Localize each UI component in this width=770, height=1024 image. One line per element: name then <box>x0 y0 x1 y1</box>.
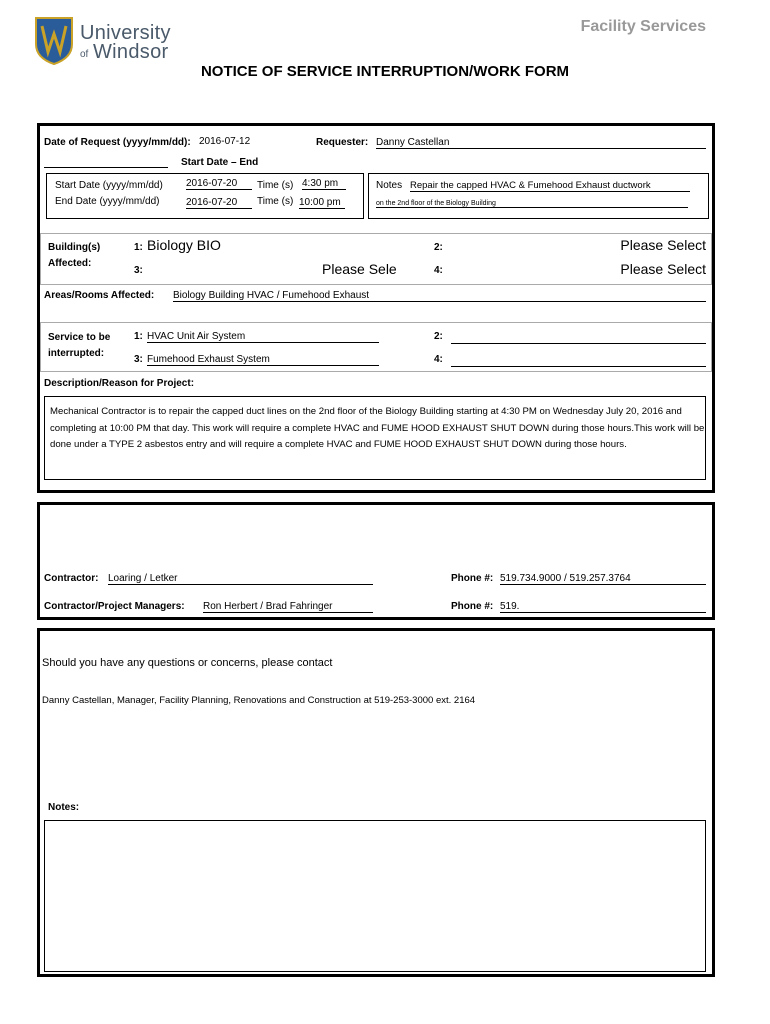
requester-label: Requester: <box>316 137 369 148</box>
start-date-label: Start Date (yyyy/mm/dd) <box>55 180 163 191</box>
building-3-number: 3: <box>134 265 143 276</box>
project-managers-label: Contractor/Project Managers: <box>44 601 185 612</box>
logo-university-text: University <box>80 22 171 44</box>
building-4-number: 4: <box>434 265 443 276</box>
university-shield-logo <box>34 16 74 66</box>
contractor-label: Contractor: <box>44 573 99 584</box>
pm-phone-label: Phone #: <box>451 601 494 612</box>
date-of-request-label: Date of Request (yyyy/mm/dd): <box>44 137 191 148</box>
description-label: Description/Reason for Project: <box>44 378 195 389</box>
service-3-value[interactable]: Fumehood Exhaust System <box>147 354 379 366</box>
buildings-box <box>40 233 712 285</box>
description-text: Mechanical Contractor is to repair the capped duct lines on the 2nd floor of the Biology Building starting at 4:30 PM on Wednesday July 20, 2016 and completing at 10:00 PM that day. This work will require a complete HVAC and FUME HOOD EXHAUST SHUT DOWN during those hours.This work will be done under a TYPE 2 asbestos entry and will require a complete HVAC and FUME HOOD EXHAUST SHUT DOWN during those hours. <box>50 406 705 450</box>
form-title: NOTICE OF SERVICE INTERRUPTION/WORK FORM <box>200 63 570 80</box>
department-name: Facility Services <box>580 18 706 35</box>
contact-person-text: Danny Castellan, Manager, Facility Planning, Renovations and Construction at 519-253-3000 ext. 2164 <box>42 695 476 706</box>
contractor-phone-value[interactable]: 519.734.9000 / 519.257.3764 <box>500 573 706 585</box>
affected-label: Affected: <box>48 258 92 269</box>
service-label: Service to be <box>48 332 111 343</box>
service-2-value[interactable] <box>451 331 706 344</box>
service-1-value[interactable]: HVAC Unit Air System <box>147 331 379 343</box>
requester-value[interactable]: Danny Castellan <box>376 137 706 149</box>
building-2-number: 2: <box>434 242 443 253</box>
pm-phone-value[interactable]: 519. <box>500 601 706 613</box>
areas-rooms-label: Areas/Rooms Affected: <box>44 290 155 301</box>
blank-line <box>44 167 168 168</box>
service-2-number: 2: <box>434 331 443 342</box>
project-managers-value[interactable]: Ron Herbert / Brad Fahringer <box>203 601 373 613</box>
building-2-select[interactable]: Please Select <box>620 237 706 253</box>
service-4-number: 4: <box>434 354 443 365</box>
start-date-value[interactable]: 2016-07-20 <box>186 178 252 190</box>
building-3-select[interactable]: Please Sele <box>322 261 397 277</box>
interrupted-label: interrupted: <box>48 348 105 359</box>
logo-of-text: of <box>80 49 89 60</box>
areas-rooms-value[interactable]: Biology Building HVAC / Fumehood Exhaust <box>173 290 706 302</box>
contractor-value[interactable]: Loaring / Letker <box>108 573 373 585</box>
logo-windsor-text: Windsor <box>93 41 169 63</box>
start-end-label: Start Date – End <box>181 157 259 168</box>
end-date-value[interactable]: 2016-07-20 <box>186 197 252 209</box>
contractor-phone-label: Phone #: <box>451 573 494 584</box>
building-1-select[interactable]: Biology BIO <box>147 237 221 253</box>
date-of-request-value[interactable]: 2016-07-12 <box>199 136 251 147</box>
end-time-value[interactable]: 10:00 pm <box>299 197 345 209</box>
notes-line-2[interactable]: on the 2nd floor of the Biology Building <box>376 200 688 208</box>
notes-textarea[interactable] <box>44 820 706 972</box>
service-4-value[interactable] <box>451 354 706 367</box>
start-time-label: Time (s) <box>257 180 294 191</box>
end-time-label: Time (s) <box>257 196 294 207</box>
buildings-label: Building(s) <box>48 242 101 253</box>
notes-label: Notes <box>376 180 403 191</box>
notes-line-1[interactable]: Repair the capped HVAC & Fumehood Exhaust ductwork <box>410 180 690 192</box>
service-1-number: 1: <box>134 331 143 342</box>
notes-section-label: Notes: <box>48 802 80 813</box>
end-date-label: End Date (yyyy/mm/dd) <box>55 196 160 207</box>
building-1-number: 1: <box>134 242 143 253</box>
start-time-value[interactable]: 4:30 pm <box>302 178 346 190</box>
contact-intro-text: Should you have any questions or concerns, please contact <box>42 657 333 669</box>
building-4-select[interactable]: Please Select <box>620 261 706 277</box>
service-3-number: 3: <box>134 354 143 365</box>
